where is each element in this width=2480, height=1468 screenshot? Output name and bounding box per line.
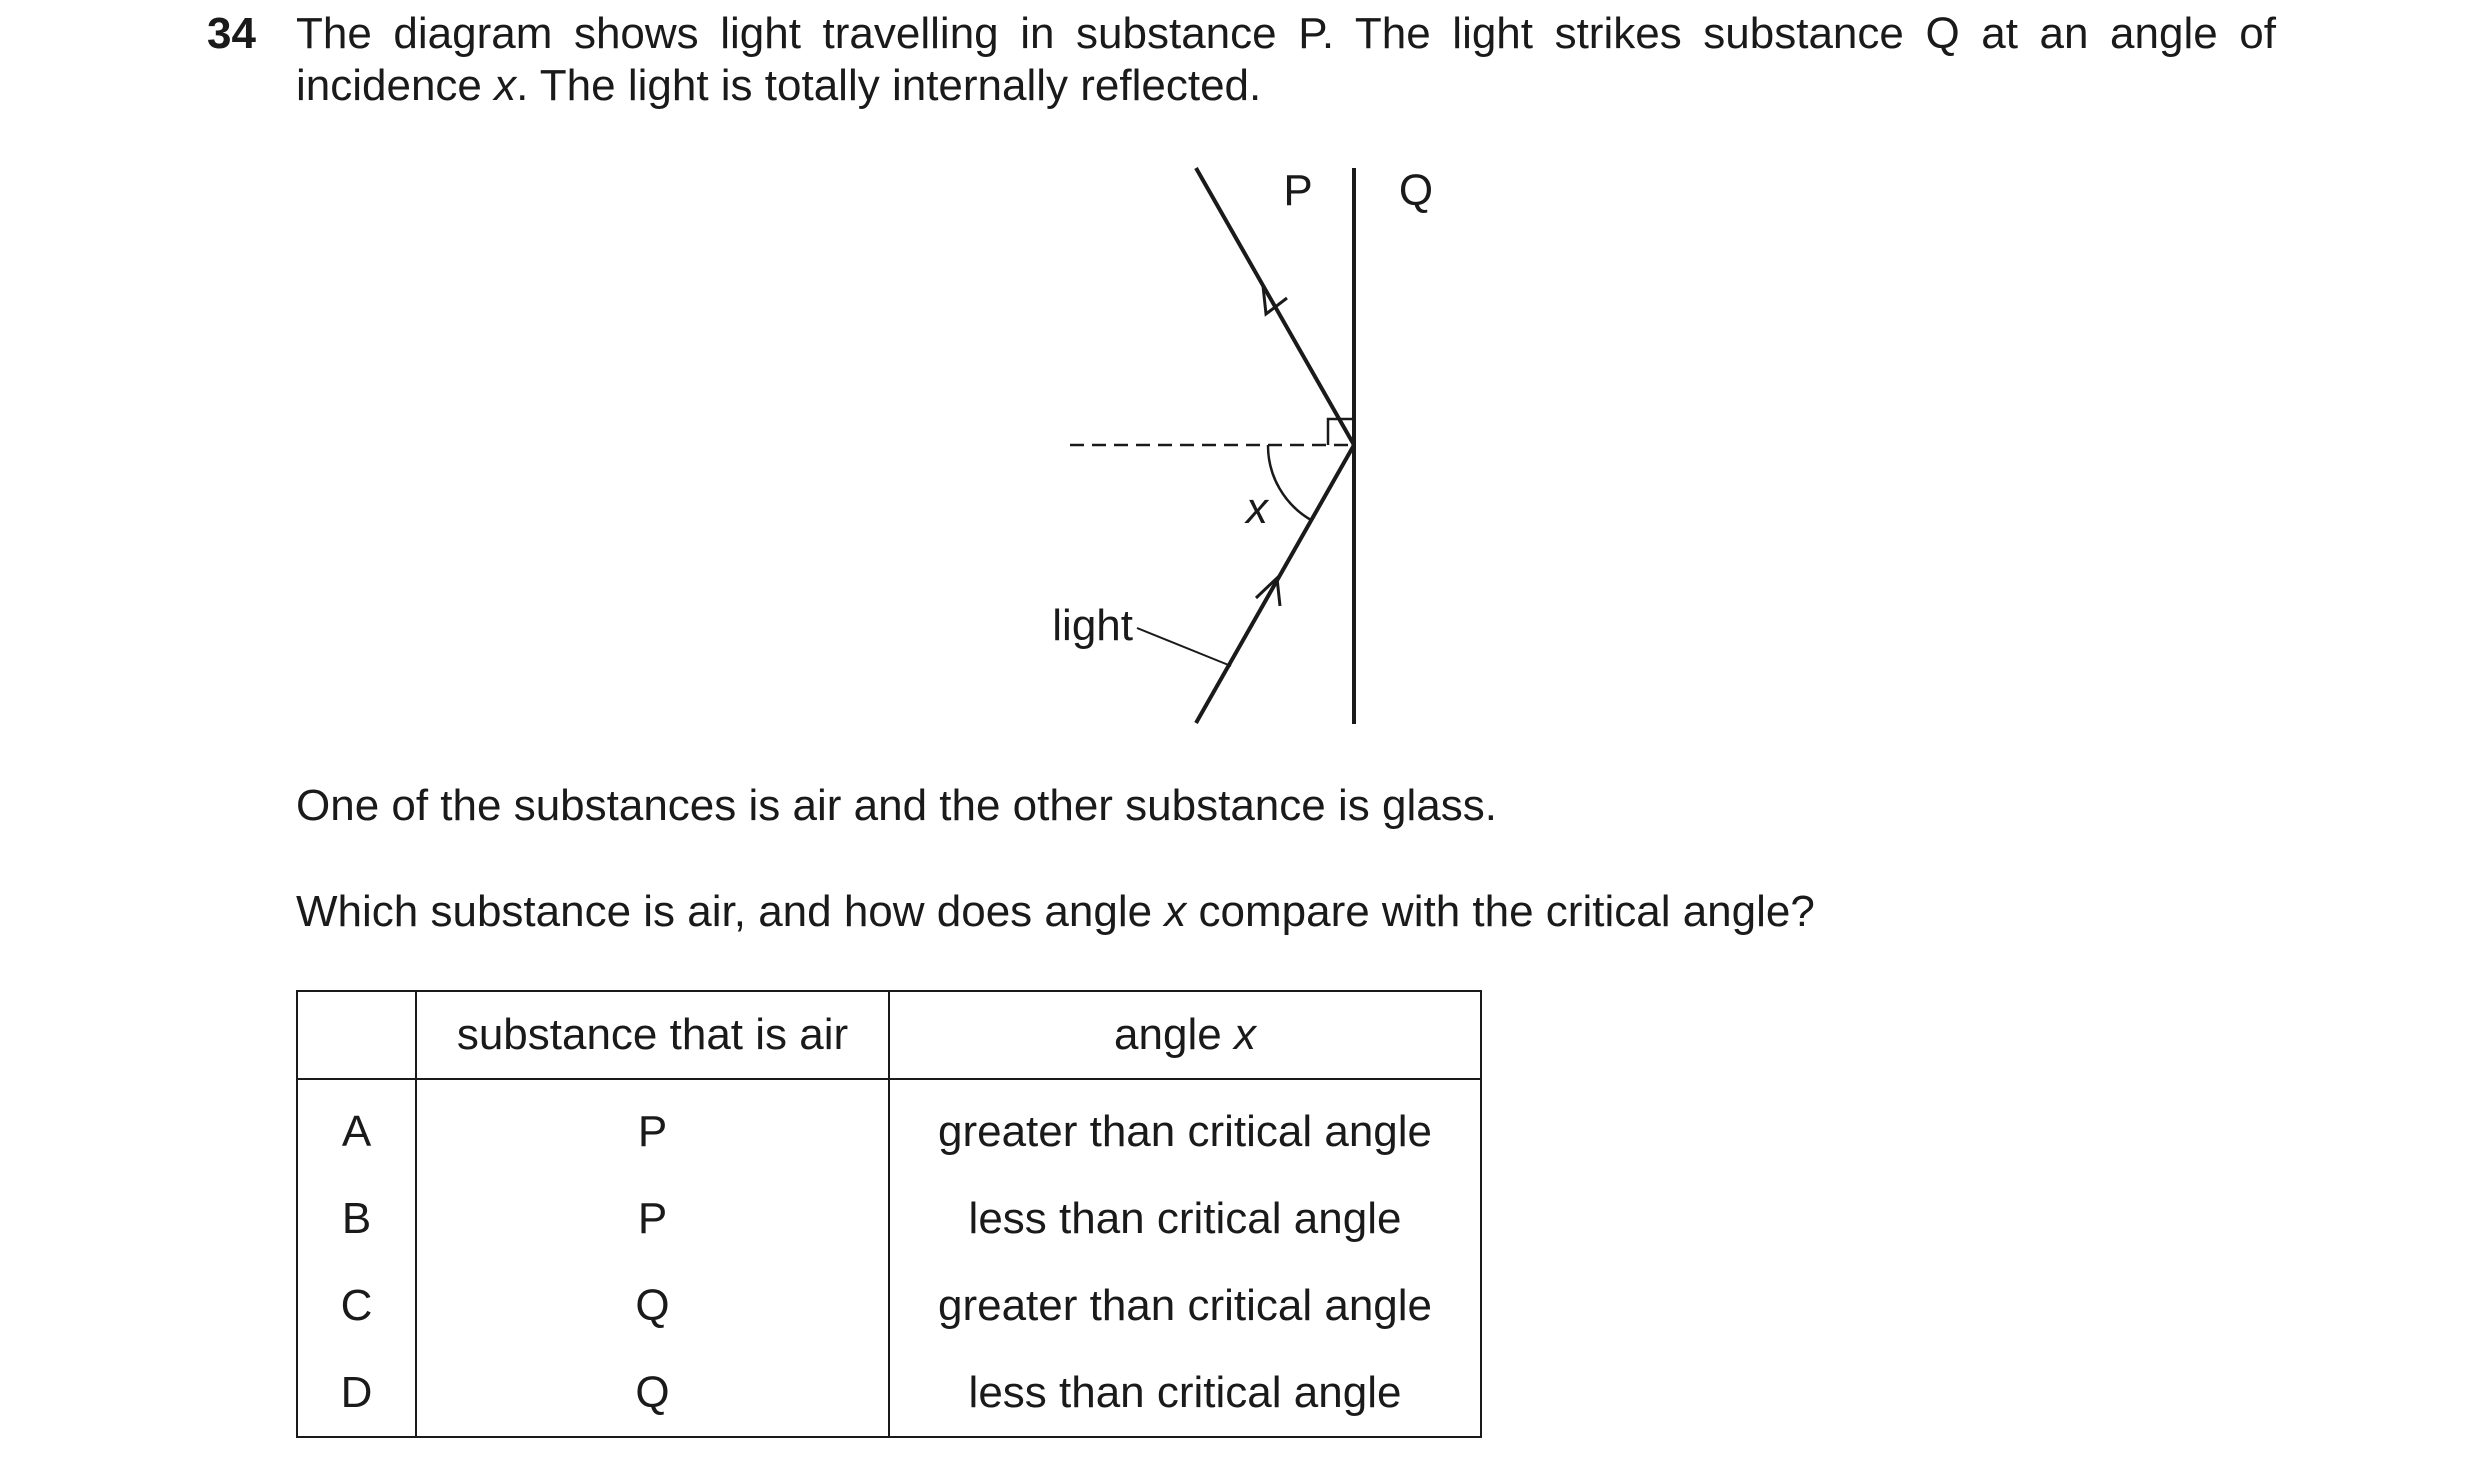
table-row[interactable] [297, 1262, 1481, 1349]
incident-ray [1196, 445, 1354, 723]
option-angle: less than critical angle [889, 1349, 1481, 1437]
prompt-text-1: Which substance is air, and how does angle [296, 887, 1165, 936]
option-letter[interactable]: B [297, 1175, 416, 1262]
label-x: x [1246, 484, 1268, 533]
option-angle: less than critical angle [889, 1175, 1481, 1262]
table-row[interactable] [297, 1175, 1481, 1262]
header-blank-cell [297, 991, 416, 1079]
table-row[interactable] [297, 1079, 1481, 1175]
label-light: light [1052, 601, 1133, 650]
option-substance: Q [416, 1349, 889, 1437]
stem-text-1: The diagram shows light travelling in substance P. The light strikes substance Q at an angle of incidence [296, 9, 2276, 110]
option-substance: Q [416, 1262, 889, 1349]
header-angle [889, 991, 1481, 1079]
option-letter[interactable]: D [297, 1349, 416, 1437]
option-substance: P [416, 1175, 889, 1262]
stem-text-2: . The light is totally internally reflected. [516, 61, 1262, 110]
label-p: P [1283, 166, 1313, 215]
light-leader-line [1137, 628, 1231, 666]
header-angle-text: angle [1114, 1010, 1234, 1059]
stem-variable: x [494, 61, 517, 110]
answer-options-table [296, 990, 1482, 1438]
header-substance: substance that is air [416, 991, 889, 1079]
incident-arrow-icon [1256, 578, 1280, 606]
table-row[interactable] [297, 1349, 1481, 1437]
header-angle-variable: x [1233, 1010, 1256, 1059]
prompt-text-2: compare with the critical angle? [1186, 887, 1815, 936]
prompt-variable: x [1164, 887, 1187, 936]
table-header-row [297, 991, 1481, 1079]
option-letter[interactable]: A [297, 1079, 416, 1175]
question-number: 34 [207, 9, 256, 58]
option-substance: P [416, 1079, 889, 1175]
angle-arc [1268, 445, 1311, 520]
option-angle: greater than critical angle [889, 1262, 1481, 1349]
question-prompt [296, 886, 1815, 938]
label-q: Q [1398, 166, 1434, 215]
option-angle: greater than critical angle [889, 1079, 1481, 1175]
option-letter[interactable]: C [297, 1262, 416, 1349]
context-paragraph: One of the substances is air and the other substance is glass. [296, 781, 1497, 830]
